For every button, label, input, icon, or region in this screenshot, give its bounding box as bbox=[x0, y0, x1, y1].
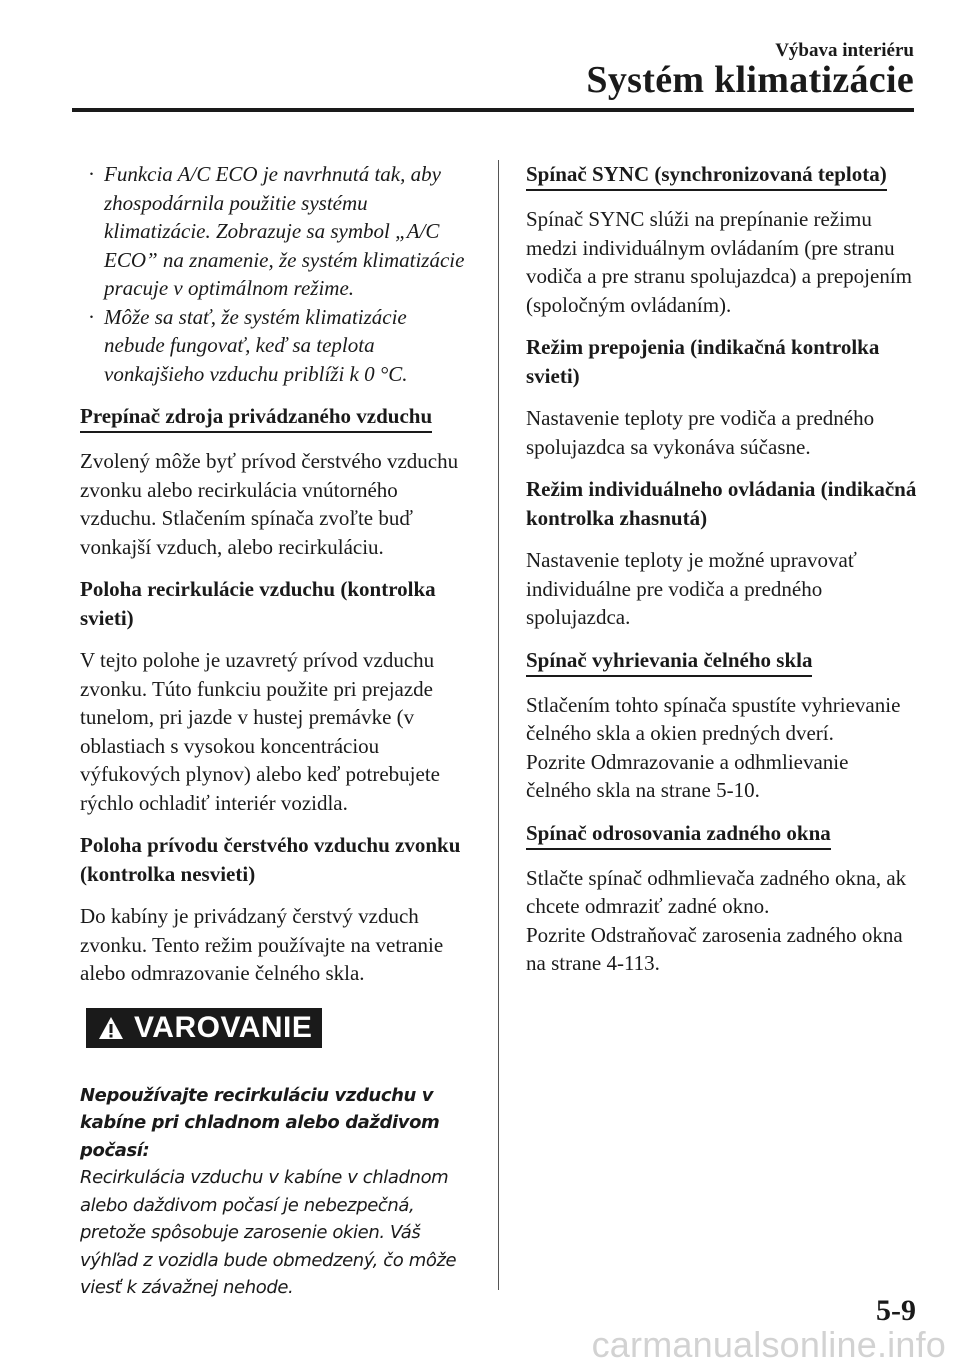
warning-title: Nepoužívajte recirkuláciu vzduchu v kabíne pri chladnom alebo daždivom počasí: bbox=[80, 1084, 440, 1161]
para-air-source: Zvolený môže byť prívod čerstvého vzduchu zvonku alebo recirkulácia vnútorného vzduchu. Stlačením spínača zvoľte buď vonkajší vzduch, alebo recirkuláciu. bbox=[80, 449, 459, 559]
page-title: Systém klimatizácie bbox=[586, 59, 914, 101]
para-windshield-heater: Stlačením tohto spínača spustíte vyhrievanie čelného skla a okien predných dverí. bbox=[526, 692, 901, 745]
bullet-dot: · bbox=[88, 162, 95, 186]
para-sync: Spínač SYNC slúži na prepínanie režimu medzi individuálnym ovládaním (pre stranu vodiča a pre stranu spolujazdca) a prepojením (spoločným ovládaním). bbox=[526, 207, 913, 317]
para-individual-mode: Nastavenie teploty je možné upravovať individuálne pre vodiča a predného spolujazdca. bbox=[526, 548, 857, 629]
heading-link-mode: Režim prepojenia (indikačná kontrolka svieti) bbox=[526, 335, 880, 388]
para-recirculation: V tejto polohe je uzavretý prívod vzduchu zvonku. Túto funkciu použite pri prejazde tunelom, pri jazde v hustej premávke (v oblastiach s vysokou koncentráciou výfukových plynov) alebo keď potrebujete rýchlo ochladiť interiér vozidla. bbox=[80, 648, 440, 815]
para-rear-defroster: Stlačte spínač odhmlievača zadného okna, ak chcete odmraziť zadné okno. bbox=[526, 865, 907, 918]
heading-recirculation: Poloha recirkulácie vzduchu (kontrolka svieti) bbox=[80, 577, 436, 630]
bullet-dot: · bbox=[88, 304, 95, 329]
bullet-item bbox=[80, 160, 472, 303]
warning-body: Recirkulácia vzduchu v kabíne v chladnom alebo daždivom počasí je nebezpečná, pretože spôsobuje zarosenie okien. Váš výhľad z vozidla bude obmedzený, čo môže viesť k závažnej nehode. bbox=[80, 1167, 457, 1298]
bullet-text: Funkcia A/C ECO je navrhnutá tak, aby zhospodárnila použitie systému klimatizácie. Zobrazuje sa symbol „A/C ECO” na znamenie, že systém klimatizácie pracuje v optimálnom režime. bbox=[104, 162, 465, 300]
right-column bbox=[526, 160, 918, 978]
para-fresh-air: Do kabíny je privádzaný čerstvý vzduch zvonku. Tento režim používajte na vetranie alebo odmrazovanie čelného skla. bbox=[80, 904, 444, 985]
heading-sync: Spínač SYNC (synchronizovaná teplota) bbox=[526, 160, 887, 191]
header-rule bbox=[72, 108, 914, 112]
heading-rear-defroster: Spínač odrosovania zadného okna bbox=[526, 819, 831, 850]
warning-triangle-icon bbox=[98, 1016, 124, 1040]
column-divider bbox=[498, 160, 499, 1290]
para-windshield-reference: Pozrite Odmrazovanie a odhmlievanie čelného skla na strane 5-10. bbox=[526, 749, 849, 802]
bullet-item bbox=[80, 303, 472, 389]
warning-label: VAROVANIE bbox=[134, 1010, 313, 1044]
para-link-mode: Nastavenie teploty pre vodiča a predného spolujazdca sa vykonáva súčasne. bbox=[526, 406, 875, 459]
para-rear-reference: Pozrite Odstraňovač zarosenia zadného okna na strane 4-113. bbox=[526, 922, 903, 975]
warning-badge bbox=[86, 1008, 322, 1048]
page-number: 5-9 bbox=[876, 1294, 916, 1327]
left-column bbox=[80, 160, 472, 1302]
bullet-text: Môže sa stať, že systém klimatizácie nebude fungovať, keď sa teplota vonkajšieho vzduchu priblíži k 0 °C. bbox=[104, 304, 408, 386]
heading-fresh-air: Poloha prívodu čerstvého vzduchu zvonku (kontrolka nesvieti) bbox=[80, 833, 461, 886]
heading-windshield-heater: Spínač vyhrievania čelného skla bbox=[526, 646, 812, 677]
heading-individual-mode: Režim individuálneho ovládania (indikačná kontrolka zhasnutá) bbox=[526, 477, 917, 530]
heading-air-source: Prepínač zdroja privádzaného vzduchu bbox=[80, 402, 432, 433]
watermark: carmanualsonline.info bbox=[591, 1324, 946, 1365]
section-label: Výbava interiéru bbox=[775, 40, 914, 61]
